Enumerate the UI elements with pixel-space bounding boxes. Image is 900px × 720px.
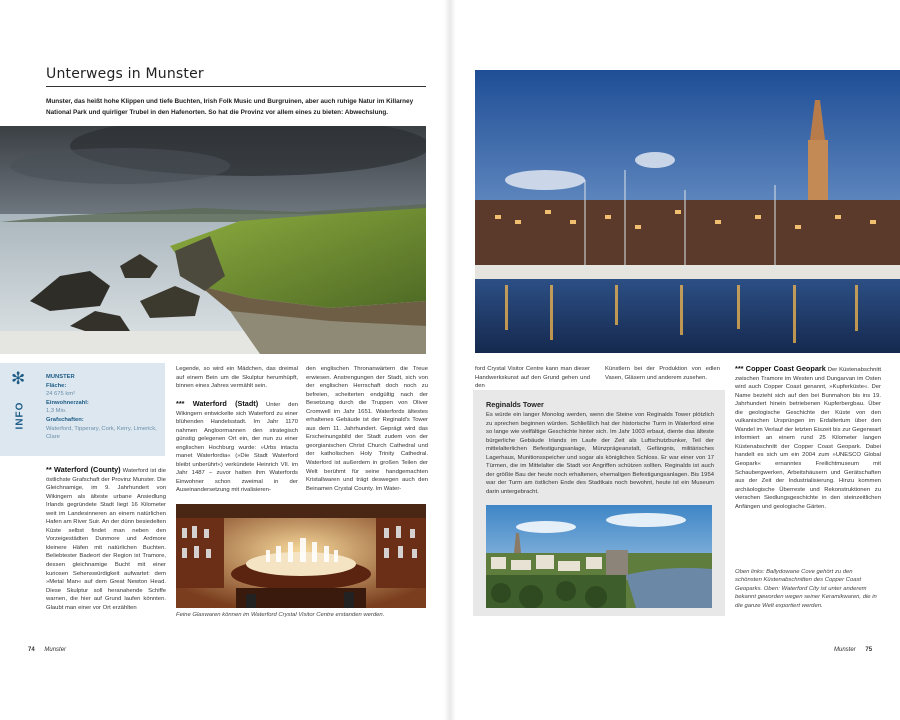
column-copper-coast: [735, 365, 881, 511]
population-value: 1,3 Mio.: [46, 408, 67, 415]
counties-label: Grafschaften:: [46, 416, 84, 423]
heading-waterford-city: *** Waterford (Stadt): [176, 399, 259, 408]
column-city: [176, 365, 298, 391]
text-visitor-centre: ford Crystal Visitor Centre kann man dieser Handwerkskunst auf den Grund gehen und den: [475, 366, 590, 390]
text-waterford-city: Unter den Wikingern entwickelte sich Waterford zu einer blühenden Handelsstadt. Im Jahr 1170 nahmen Angloormannen den strategisch günstig gelegenen Ort ein, der nun zu einer englischen Hochburg wurde: »Urbs intacta manet Waterfordia« (»Die Stadt Waterford bleibt unberührt«) verkündete Heinrich VII. im Jahr 1487 – zuvor hatten ihm Waterfords Einwohner schon zweimal in der Auseinandersetzung mit rivalisieren-: [176, 402, 298, 494]
heading-copper-coast: *** Copper Coast Geopark: [735, 364, 826, 373]
crystal-shop-photo: [176, 504, 426, 608]
harbor-night-photo: [475, 70, 900, 353]
section-title: Unterwegs in Munster: [46, 66, 204, 82]
text-artisans: Künstlern bei der Produktion von edlen Vasen, Gläsern und anderem zusehen.: [605, 366, 720, 381]
waterford-city-photo: [486, 505, 712, 608]
right-text-top-1: [475, 365, 590, 391]
column-history: [306, 365, 428, 493]
reginalds-text: Es würde ein langer Monolog werden, wenn die Steine von Reginalds Tower plötzlich zu sprechen beginnen würden. Schließlich hat der historische Turm in Waterford eine so lange wie vielfältige Geschichte hinter sich. Im Jahr 1003 erbaut, diente das älteste bürgerliche Gebäude Irlands im Laufe der Zeit als Luftschutzbunker, Teil der mittelalterlichen Befestigungsanlage, Münzprägeanstalt, Gefängnis, militärisches Lagerhaus, Munitionsspeicher und sogar als königliches Schloss. Er war einer von 17 Türmen, die im Mittelalter die Stadt vor Angriffen schützen sollten. Reginalds ist auch der größte Bau der heute noch erhaltenen, ehemaligen Befestigungsanlagen. Bis 1954 war der Turm am östlichen Ende des Stadtkais noch bewohnt, heute ist ein Museum darin untergebracht.: [486, 412, 714, 495]
area-label: Fläche:: [46, 382, 67, 389]
text-legend: Legende, so wird ein Mädchen, das dreimal auf einem Bein um die Skulptur herumhüpft, binnen eines Jahres vermählt sein.: [176, 366, 298, 390]
column-county: [46, 466, 166, 612]
text-waterford-county: Waterford ist die östlichste Grafschaft der Provinz Munster. Die Gleichnamige, im 9. Jahrhundert von Wikingern als älteste urbane Ansiedlung Irlands gegründete Stadt liegt 16 Kilometer weit im Landesinneren an einem natürlichen Hafen am River Suir. An der dünn besiedelten Küste selbst findet man neben den Vorzeigestädten Dunmore und Ardmore kleinere Häfen mit natürlichen Buchten. Beliebtester Badeort der Region ist Tramore, dessen gleichnamige Bucht mit einer kuriosen Sehenswürdigkeit aufwartet: dem »Metal Man« auf dem Great Newton Head. Diese Skulptur soll heranahende Schiffe warnen, die hier auf Grund laufen könnten. Glaubt man einer vor Ort erzählten: [46, 468, 166, 611]
counties-value: Waterford, Tipperary, Cork, Kerry, Limerick, Clare: [46, 425, 157, 441]
running-head-left: Munster: [44, 647, 67, 653]
title-rule: [46, 86, 426, 87]
asterisk-icon: ✻: [11, 369, 26, 388]
right-text-top-2: [605, 365, 720, 382]
info-tab-label: INFO: [14, 401, 26, 430]
population-label: Einwohnerzahl:: [46, 399, 89, 406]
folio-right: [834, 647, 872, 653]
text-copper-coast: Der Küstenabschnitt zwischen Tramore im Westen und Dungarvan im Osten wird auch Copper Coast genannt, »Kupferküste«. Der Name bezieht sich auf den bei Bunmahon bis ins 19. Jahrhundert hinein betriebenen Kupferbergbau. Über die geologische Geschichte der Küste von den vulkanischen Ursprüngen im Erdaltertum über den Wandel im Verlauf der letzten Eiszeit bis zur Gegenwart informiert an einem rund 25 Kilometer langen Küstenabschnitt der Copper Coast Geopark. Dabei handelt es sich um ein 2004 zum »UNESCO Global Geopark« ernanntes Freilichtmuseum mit Schaubergwerken, Arbeitshäusern und Gerätschaften aus der Zeit der Industrialisierung. Hinzu kommen archäologische Überreste und Rekonstruktionen zu vierschen Siedlungsgeschichte in den steinzeitlichen Anfängen und geologische Gärten.: [735, 367, 882, 510]
area-value: 24 675 km²: [46, 391, 75, 398]
reginalds-title: Reginalds Tower: [486, 400, 544, 409]
column-city-section: [176, 400, 298, 495]
info-tab: [10, 369, 26, 452]
coast-photo: [0, 126, 426, 354]
page-number-right: 75: [865, 647, 873, 653]
right-page: [450, 0, 900, 720]
intro-text: Munster, das heißt hohe Klippen und tiefe Buchten, Irish Folk Music und Burgruinen, aber auch ruhige Natur im Killarney National Park und quirliger Trubel in den Hafenorten. So hat die Provinz vor allem eines zu bieten: Abwechslung.: [46, 98, 414, 116]
folio-left: [28, 647, 66, 653]
page-number-left: 74: [28, 647, 35, 653]
crystal-caption: Feine Glaswaren können im Waterford Crystal Visitor Centre erstanden werden.: [176, 612, 385, 618]
running-head-right: Munster: [834, 647, 856, 653]
info-heading: MUNSTER: [46, 374, 75, 380]
photo-caption-right: Oben links: Ballydowane Cove gehört zu den schönsten Küstenabschnitten des Copper Coast Geoparks. Oben: Waterford City ist unter anderem bekannt geworden wegen seiner Keramikwaren, die in die ganze Welt exportiert werden.: [735, 569, 877, 609]
text-history: den englischen Thronanwärtern die Treue erwiesen. Anstrengungen der Stadt, sich von der englischen Herrschaft doch noch zu befreien, scheiterten endgültig nach der Besetzung durch die Truppen von Oliver Cromwell im Jahr 1651. Waterfords ältestes erhaltenes Gebäude ist der Reginald's Tower aus dem 11. Jahrhundert. Geprägt wird das Erscheinungsbild der Stadt zudem von der georgianischen Christ Church Cathedral und der katholischen Holy Trinity Cathedral. Waterford ist außerdem in großen Teilen der Welt berühmt für seine handgemachten Kristallwaren und trägt deswegen auch den Beinamen Crystal County. Im Water-: [306, 366, 428, 492]
info-content: [46, 373, 161, 442]
heading-waterford-county: ** Waterford (County): [46, 465, 121, 474]
